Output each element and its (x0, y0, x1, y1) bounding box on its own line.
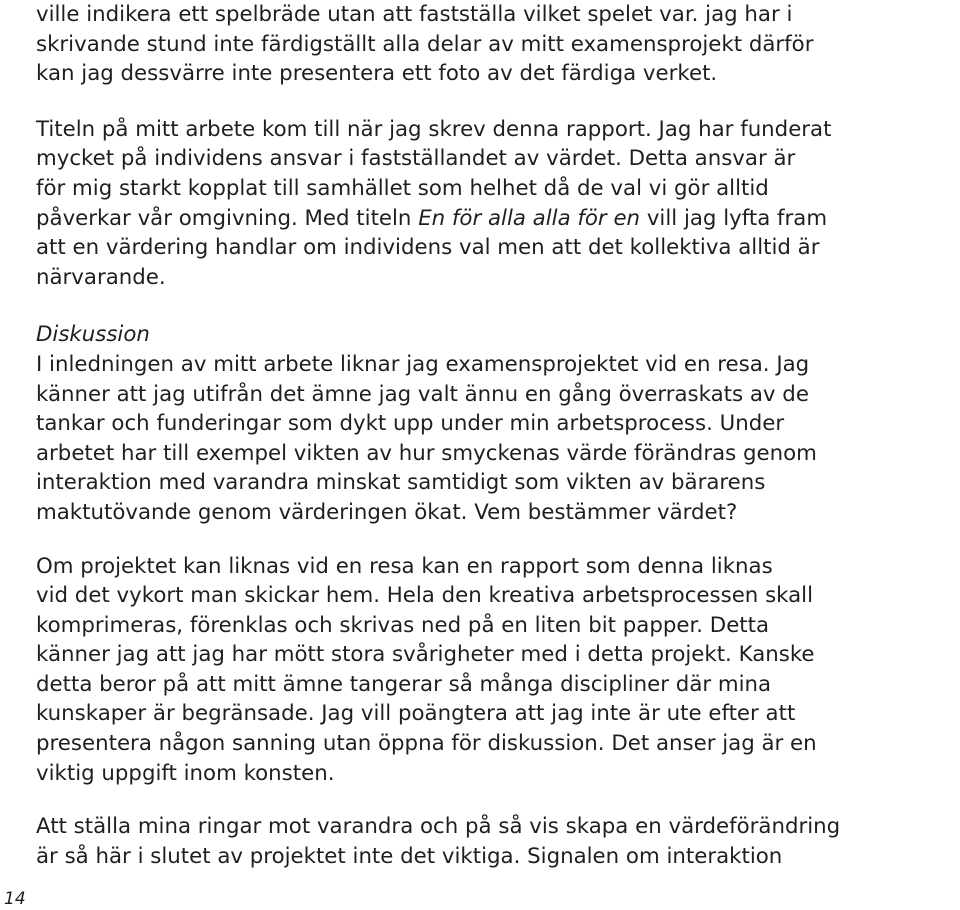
text-line: är så här i slutet av projektet inte det viktiga. Signalen om interaktion (36, 843, 783, 869)
text-line: detta beror på att mitt ämne tangerar så många discipliner där mina (36, 671, 772, 697)
text-line: interaktion med varandra minskat samtidigt som vikten av bärarens (36, 470, 766, 496)
text-line (36, 204, 956, 234)
text-line: presentera någon sanning utan öppna för diskussion. Det anser jag är en (36, 731, 817, 757)
paragraph-postcard (36, 552, 956, 789)
text-line: vid det vykort man skickar hem. Hela den kreativa arbetsprocessen skall (36, 583, 814, 609)
text-line: tankar och funderingar som dykt upp under min arbetsprocess. Under (36, 411, 785, 437)
text-line: I inledningen av mitt arbete liknar jag examensprojektet vid en resa. Jag (36, 351, 810, 377)
text-line: Om projektet kan liknas vid en resa kan en rapport som denna liknas (36, 553, 773, 579)
text-line: komprimeras, förenklas och skrivas ned på en liten bit papper. Detta (36, 612, 770, 638)
document-page (36, 0, 956, 871)
text-line: ville indikera ett spelbräde utan att fastställa vilket spelet var. jag har i (36, 2, 793, 27)
text-line: att en värdering handlar om individens val men att det kollektiva alltid är (36, 235, 820, 261)
text-line: Titeln på mitt arbete kom till när jag skrev denna rapport. Jag har funderat (36, 116, 832, 142)
text-line: för mig starkt kopplat till samhället som helhet då de val vi gör alltid (36, 175, 769, 201)
text-line: skrivande stund inte färdigställt alla delar av mitt examensprojekt därför (36, 31, 814, 57)
text-line: viktig uppgift inom konsten. (36, 760, 335, 786)
text-line: kunskaper är begränsade. Jag vill poängtera att jag inte är ute efter att (36, 701, 796, 727)
text-segment: vill jag lyfta fram (640, 205, 828, 231)
text-line: mycket på individens ansvar i fastställandet av värdet. Detta ansvar är (36, 146, 796, 172)
text-line: känner jag att jag har mött stora svårigheter med i detta projekt. Kanske (36, 642, 815, 668)
text-segment: påverkar vår omgivning. Med titeln (36, 205, 419, 231)
paragraph-title-explanation (36, 115, 956, 293)
text-line: Att ställa mina ringar mot varandra och på så vis skapa en värdeförändring (36, 814, 841, 840)
paragraph-intro (36, 0, 956, 89)
work-title: En för alla alla för en (418, 205, 641, 231)
page-number: 14 (4, 889, 26, 909)
text-line: närvarande. (36, 264, 166, 290)
section-heading: Diskussion (36, 322, 150, 348)
text-line: kan jag dessvärre inte presentera ett foto av det färdiga verket. (36, 61, 718, 87)
text-line: maktutövande genom värderingen ökat. Vem bestämmer värdet? (36, 499, 738, 525)
text-line: känner att jag utifrån det ämne jag valt ännu en gång överraskats av de (36, 381, 809, 407)
text-line: arbetet har till exempel vikten av hur smyckenas värde förändras genom (36, 440, 817, 466)
paragraph-discussion (36, 350, 956, 528)
paragraph-rings (36, 812, 956, 871)
